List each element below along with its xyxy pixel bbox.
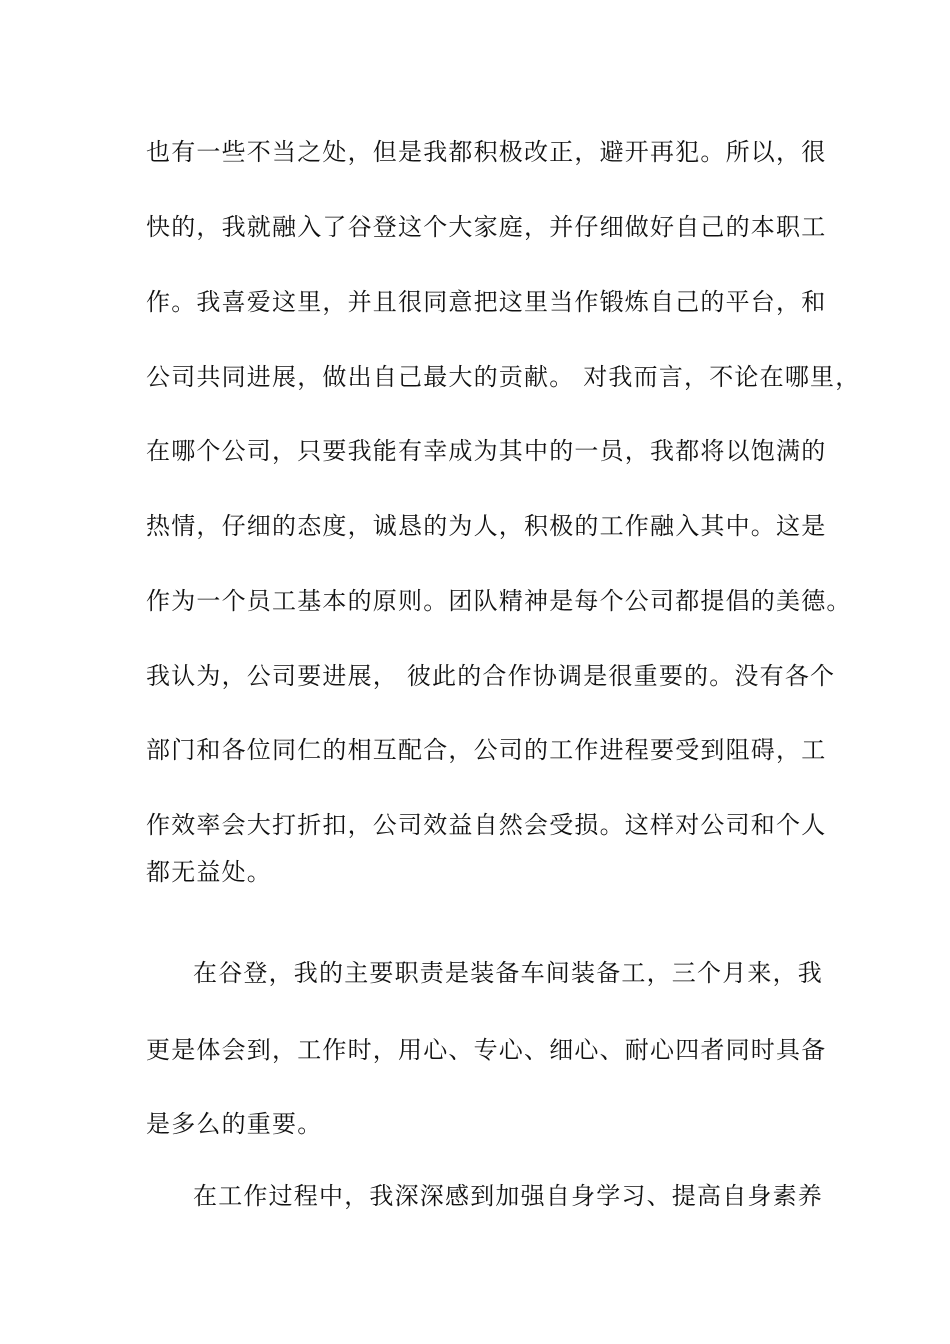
paragraph-first-line: 在谷登，我的主要职责是装备车间装备工，三个月来，我 [193,959,823,987]
text-line: 热情，仔细的态度，诚恳的为人，积极的工作融入其中。这是 [146,512,827,540]
text-line: 作为一个员工基本的原则。团队精神是每个公司都提倡的美德。 [146,587,852,615]
text-line: 我认为，公司要进展， 彼此的合作协调是很重要的。没有各个 [146,662,836,690]
text-line: 公司共同进展，做出自己最大的贡献。 对我而言，不论在哪里， [146,363,861,391]
paragraph-first-line: 在工作过程中，我深深感到加强自身学习、提高自身素养 [193,1182,823,1210]
text-line: 更是体会到，工作时，用心、专心、细心、耐心四者同时具备 [146,1036,827,1064]
text-line: 部门和各位同仁的相互配合，公司的工作进程要受到阻碍，工 [146,736,827,764]
text-line: 也有一些不当之处，但是我都积极改正，避开再犯。所以，很 [146,138,827,166]
text-line: 是多么的重要。 [146,1110,323,1138]
text-line: 快的，我就融入了谷登这个大家庭，并仔细做好自己的本职工 [146,213,827,241]
text-line: 作效率会大打折扣，公司效益自然会受损。这样对公司和个人 [146,811,827,839]
text-line: 在哪个公司，只要我能有幸成为其中的一员，我都将以饱满的 [146,437,827,465]
text-line: 作。我喜爱这里，并且很同意把这里当作锻炼自己的平台，和 [146,288,827,316]
text-line: 都无益处。 [146,858,272,886]
